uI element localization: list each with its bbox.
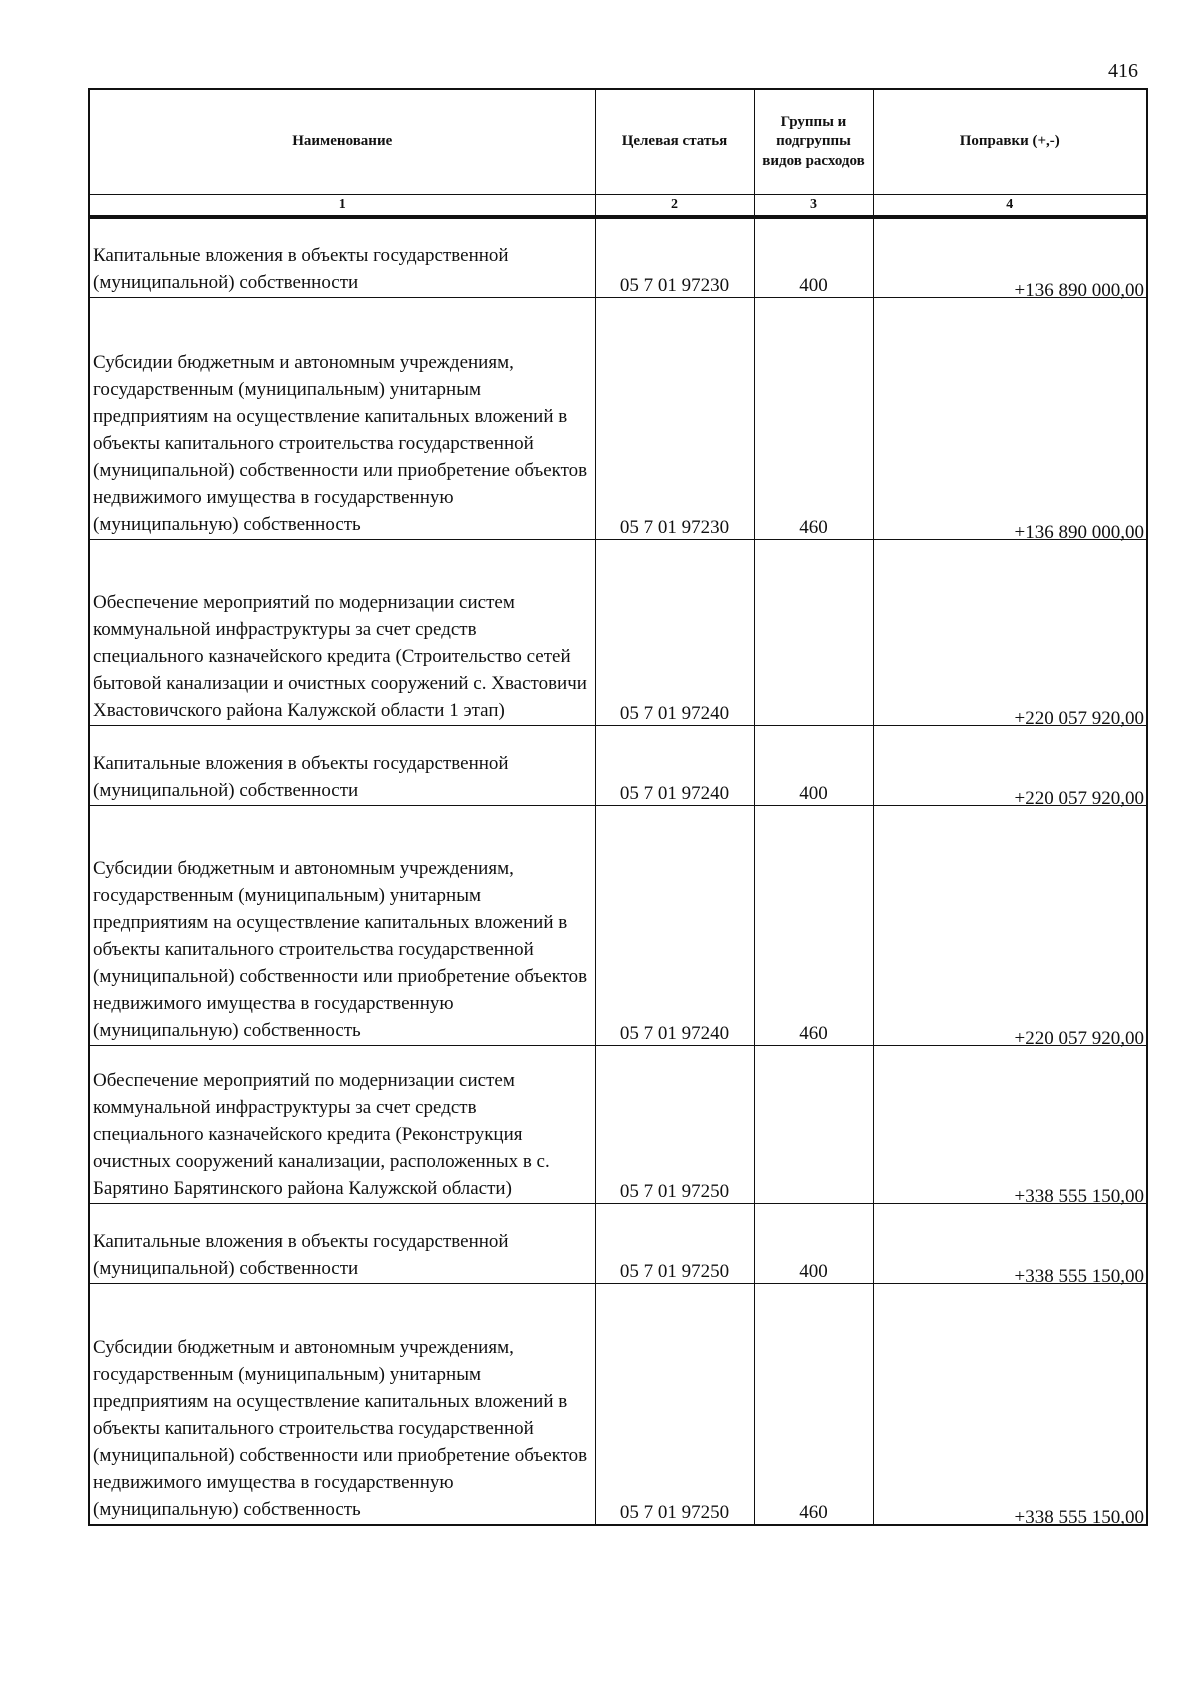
column-number-row bbox=[89, 195, 1147, 218]
row-expense-group: 460 bbox=[754, 805, 873, 1045]
row-target-article: 05 7 01 97240 bbox=[595, 805, 754, 1045]
row-expense-group: 460 bbox=[754, 1283, 873, 1525]
row-target-article: 05 7 01 97250 bbox=[595, 1045, 754, 1203]
header-row bbox=[89, 89, 1147, 195]
column-number: 1 bbox=[89, 195, 595, 218]
table-row bbox=[89, 539, 1147, 725]
column-number: 3 bbox=[754, 195, 873, 218]
budget-table bbox=[88, 88, 1148, 1526]
table-row bbox=[89, 1045, 1147, 1203]
row-target-article: 05 7 01 97230 bbox=[595, 297, 754, 539]
table-row bbox=[89, 1283, 1147, 1525]
column-number: 2 bbox=[595, 195, 754, 218]
column-number: 4 bbox=[873, 195, 1147, 218]
header-expense-groups: Группы и подгруппы видов расходов bbox=[754, 89, 873, 195]
row-name: Капитальные вложения в объекты государственной (муниципальной) собственности bbox=[89, 217, 595, 297]
row-expense-group bbox=[754, 539, 873, 725]
row-target-article: 05 7 01 97250 bbox=[595, 1283, 754, 1525]
row-target-article: 05 7 01 97240 bbox=[595, 539, 754, 725]
row-amount: +338 555 150,00 bbox=[873, 1203, 1147, 1283]
table-row bbox=[89, 725, 1147, 805]
row-name: Субсидии бюджетным и автономным учреждениям, государственным (муниципальным) унитарным предприятиям на осуществление капитальных вложений в объекты капитального строительства государственной (муниципальной) собственности или приобретение объектов недвижимого имущества в государственную (муниципальную) собственность bbox=[89, 297, 595, 539]
table-row bbox=[89, 297, 1147, 539]
header-target-article: Целевая статья bbox=[595, 89, 754, 195]
row-expense-group: 400 bbox=[754, 1203, 873, 1283]
table-row bbox=[89, 805, 1147, 1045]
row-amount: +220 057 920,00 bbox=[873, 725, 1147, 805]
row-name: Субсидии бюджетным и автономным учреждениям, государственным (муниципальным) унитарным предприятиям на осуществление капитальных вложений в объекты капитального строительства государственной (муниципальной) собственности или приобретение объектов недвижимого имущества в государственную (муниципальную) собственность bbox=[89, 1283, 595, 1525]
row-amount: +220 057 920,00 bbox=[873, 805, 1147, 1045]
row-target-article: 05 7 01 97250 bbox=[595, 1203, 754, 1283]
row-target-article: 05 7 01 97230 bbox=[595, 217, 754, 297]
page-number: 416 bbox=[1108, 60, 1138, 82]
row-name: Капитальные вложения в объекты государственной (муниципальной) собственности bbox=[89, 725, 595, 805]
row-expense-group: 460 bbox=[754, 297, 873, 539]
row-target-article: 05 7 01 97240 bbox=[595, 725, 754, 805]
row-name: Обеспечение мероприятий по модернизации систем коммунальной инфраструктуры за счет средств специального казначейского кредита (Строительство сетей бытовой канализации и очистных сооружений с. Хвастовичи Хвастовичского района Калужской области 1 этап) bbox=[89, 539, 595, 725]
header-amendments: Поправки (+,-) bbox=[873, 89, 1147, 195]
row-amount: +220 057 920,00 bbox=[873, 539, 1147, 725]
row-name: Капитальные вложения в объекты государственной (муниципальной) собственности bbox=[89, 1203, 595, 1283]
row-name: Субсидии бюджетным и автономным учреждениям, государственным (муниципальным) унитарным предприятиям на осуществление капитальных вложений в объекты капитального строительства государственной (муниципальной) собственности или приобретение объектов недвижимого имущества в государственную (муниципальную) собственность bbox=[89, 805, 595, 1045]
table-row bbox=[89, 1203, 1147, 1283]
row-expense-group bbox=[754, 1045, 873, 1203]
row-amount: +338 555 150,00 bbox=[873, 1045, 1147, 1203]
row-expense-group: 400 bbox=[754, 725, 873, 805]
row-amount: +136 890 000,00 bbox=[873, 297, 1147, 539]
table-row bbox=[89, 217, 1147, 297]
row-name: Обеспечение мероприятий по модернизации систем коммунальной инфраструктуры за счет средств специального казначейского кредита (Реконструкция очистных сооружений канализации, расположенных в с. Барятино Барятинского района Калужской области) bbox=[89, 1045, 595, 1203]
row-amount: +338 555 150,00 bbox=[873, 1283, 1147, 1525]
row-amount: +136 890 000,00 bbox=[873, 217, 1147, 297]
header-name: Наименование bbox=[89, 89, 595, 195]
row-expense-group: 400 bbox=[754, 217, 873, 297]
